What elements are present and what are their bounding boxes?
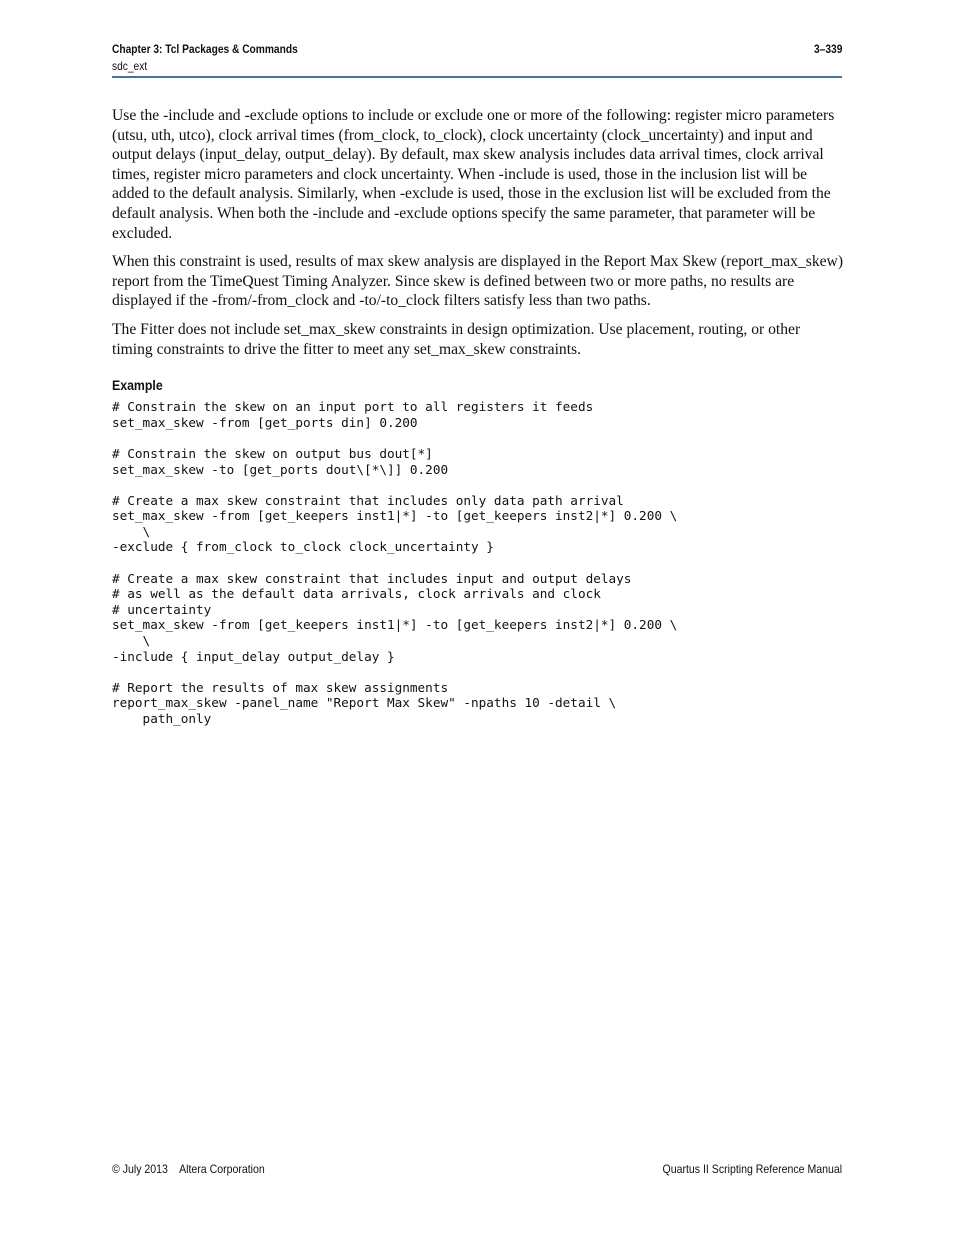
footer-copyright: © July 2013 Altera Corporation — [112, 1162, 265, 1176]
section-name: sdc_ext — [112, 59, 148, 73]
chapter-title: Chapter 3: Tcl Packages & Commands — [112, 42, 298, 56]
footer-manual-title: Quartus II Scripting Reference Manual — [662, 1162, 842, 1176]
page-body — [112, 106, 844, 727]
paragraph-fitter: The Fitter does not include set_max_skew constraints in design optimization. Use placement, routing, or other timing constraints to drive the fitter to meet any set_max_skew constraints. — [112, 320, 801, 358]
page-number: 3–339 — [813, 42, 842, 56]
paragraph-include-exclude: Use the -include and -exclude options to include or exclude one or more of the following: register micro parameters (utsu, uth, utco), clock arrival times (from_clock, to_clock), clock uncertainty (clock_uncertainty) and input and output delays (input_delay, output_delay). By default, max skew analysis includes data arrival times, clock arrival times, register micro parameters and clock uncertainty. When -include is used, those in the inclusion list will be added to the default analysis. Similarly, when -exclude is used, those in the exclusion list will be excluded from the default analysis. When both the -include and -exclude options specify the same parameter, that parameter will be excluded. — [112, 107, 835, 242]
page-header — [112, 42, 842, 78]
example-heading: Example — [112, 377, 163, 394]
code-example: # Constrain the skew on an input port to all registers it feeds set_max_skew -from [get_ports din] 0.200 # Constrain the skew on output bus dout[*] set_max_skew -to [get_ports dout\[*\]] 0.200 # Create a max skew constraint that includes only data path arrival set_max_skew -from [get_keepers inst1|*] -to [get_keepers inst2|*] 0.200 \ \ -exclude { from_clock to_clock clock_uncertainty } # Create a max skew constraint that includes input and output delays # as well as the default data arrivals, clock arrivals and clock # uncertainty set_max_skew -from [get_keepers inst1|*] -to [get_keepers inst2|*] 0.200 \ \ -include { input_delay output_delay } # Report the results of max skew assignments report_max_skew -panel_name "Report Max Skew" -npaths 10 -detail \ path_only — [112, 399, 678, 726]
paragraph-report-max-skew: When this constraint is used, results of max skew analysis are displayed in the Report Max Skew (report_max_skew) report from the TimeQuest Timing Analyzer. Since skew is defined between two or more paths, no results are displayed if the -from/-from_clock and -to/-to_clock filters satisfy less than two paths. — [112, 253, 844, 310]
